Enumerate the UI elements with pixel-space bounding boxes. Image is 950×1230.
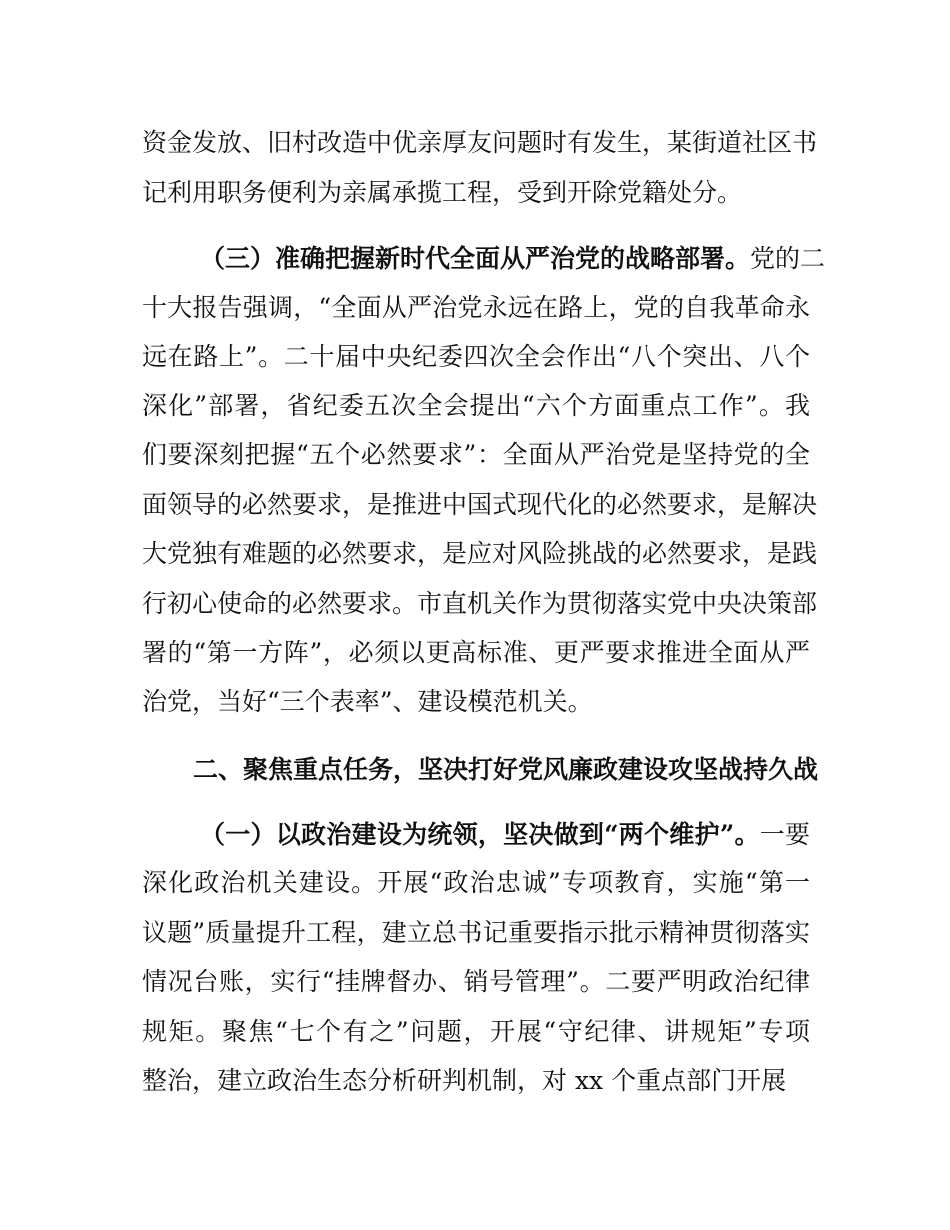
paragraph-line: 治党，当好“三个表率”、建设模范机关。: [142, 687, 593, 716]
paragraph-line: 记利用职务便利为亲属承揽工程，受到开除党籍处分。: [142, 178, 743, 207]
paragraph-text: 一要: [759, 820, 810, 849]
paragraph-text: 党的二: [750, 244, 826, 273]
section-heading: 二、聚焦重点任务，坚决打好党风廉政建设攻坚战持久战: [193, 755, 819, 784]
paragraph-line: 大党独有难题的必然要求，是应对风险挑战的必然要求，是践: [142, 539, 818, 568]
paragraph-line: 行初心使命的必然要求。市直机关作为贯彻落实党中央决策部: [142, 589, 818, 618]
paragraph-line: 远在路上”。二十届中央纪委四次全会作出“八个突出、八个: [142, 342, 810, 371]
paragraph-line: 十大报告强调，“全面从严治党永远在路上，党的自我革命永: [142, 293, 810, 322]
paragraph-line: 情况台账，实行“挂牌督办、销号管理”。二要严明政治纪律: [142, 967, 810, 996]
paragraph-line: 深化”部署，省纪委五次全会提出“六个方面重点工作”。我: [142, 391, 810, 420]
paragraph-line: 规矩。聚焦“七个有之”问题，开展“守纪律、讲规矩”专项: [142, 1017, 810, 1046]
paragraph-line: 面领导的必然要求，是推进中国式现代化的必然要求，是解决: [142, 490, 818, 519]
paragraph-first-line: [200, 239, 826, 279]
paragraph-line: 资金发放、旧村改造中优亲厚友问题时有发生，某街道社区书: [142, 128, 818, 157]
paragraph-line: 们要深刻把握“五个必然要求”：全面从严治党是坚持党的全: [142, 440, 810, 469]
paragraph-line: 整治，建立政治生态分析研判机制，对 xx 个重点部门开展: [142, 1066, 787, 1095]
paragraph-first-line: [200, 815, 810, 855]
paragraph-line: 深化政治机关建设。开展“政治忠诚”专项教育，实施“第一: [142, 868, 810, 897]
paragraph-line: 署的“第一方阵”，必须以更高标准、更严要求推进全面从严: [142, 638, 810, 667]
paragraph-line: 议题”质量提升工程，建立总书记重要指示批示精神贯彻落实: [142, 918, 810, 947]
subsection-heading: （三）准确把握新时代全面从严治党的战略部署。: [200, 244, 751, 273]
subsection-heading: （一）以政治建设为统领，坚决做到“两个维护”。: [200, 820, 760, 849]
